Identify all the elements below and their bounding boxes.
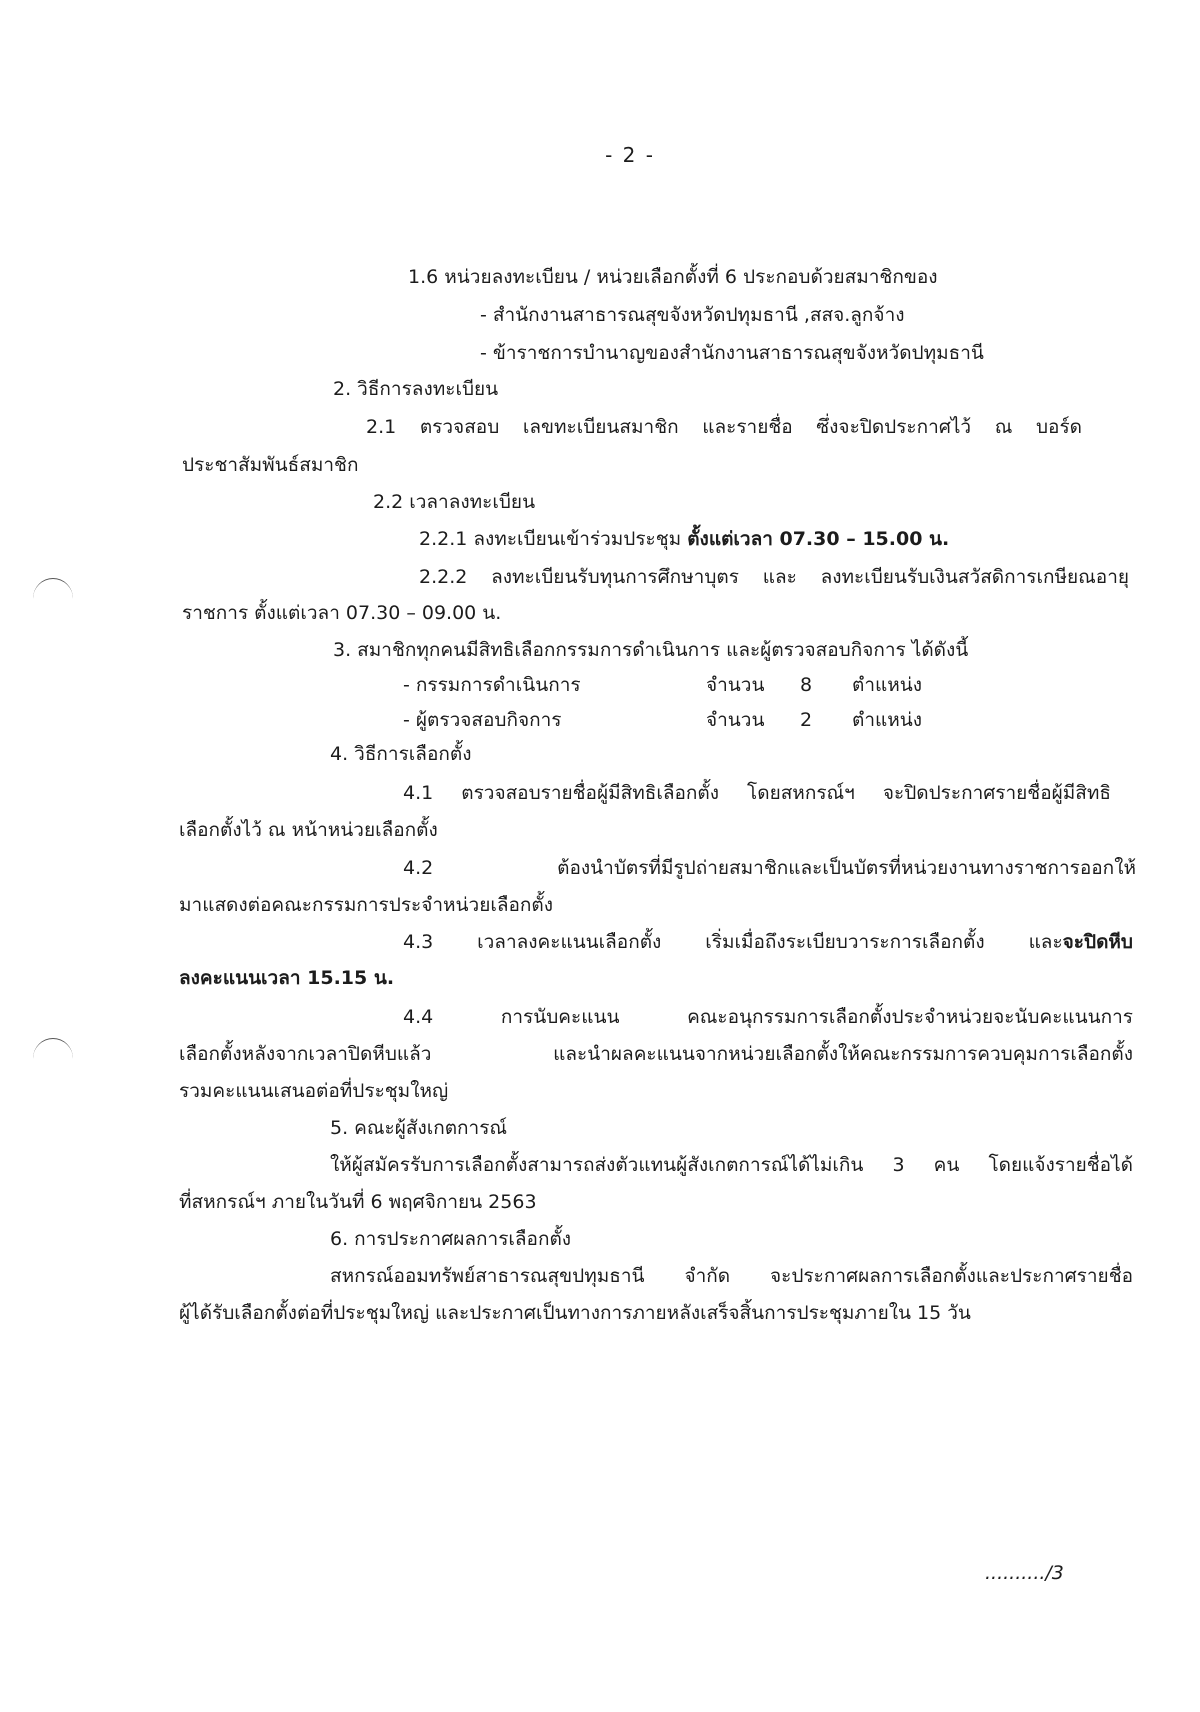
item-1-6-bullet-1: - สำนักงานสาธารณสุขจังหวัดปทุมธานี ,สสจ.ลูกจ้าง bbox=[480, 304, 905, 326]
section-6-body-line-2: ผู้ได้รับเลือกตั้งต่อที่ประชุมใหญ่ และประกาศเป็นทางการภายหลังเสร็จสิ้นการประชุมภายใน 15 วัน bbox=[179, 1302, 971, 1324]
item-2-2-1-text: 2.2.1 ลงทะเบียนเข้าร่วมประชุม bbox=[419, 528, 688, 550]
item-2-1-line-2: ประชาสัมพันธ์สมาชิก bbox=[182, 454, 359, 476]
section-3-row-unit: ตำแหน่ง bbox=[852, 709, 923, 731]
section-3-row-label: - กรรมการดำเนินการ bbox=[403, 674, 581, 696]
punch-hole-mark bbox=[33, 1038, 73, 1079]
section-3-row-count: 8 bbox=[800, 674, 813, 696]
item-4-4-line-3: รวมคะแนนเสนอต่อที่ประชุมใหญ่ bbox=[179, 1080, 449, 1102]
item-4-2-line-2: มาแสดงต่อคณะกรรมการประจำหน่วยเลือกตั้ง bbox=[179, 894, 554, 916]
item-4-3-bold: จะปิดหีบ bbox=[1062, 931, 1133, 953]
item-4-3-line-2: ลงคะแนนเวลา 15.15 น. bbox=[179, 967, 395, 989]
section-3-row-unit: ตำแหน่ง bbox=[852, 674, 923, 696]
page-number: - 2 - bbox=[605, 143, 655, 167]
section-3-row-label: - ผู้ตรวจสอบกิจการ bbox=[403, 709, 562, 731]
section-3-heading: 3. สมาชิกทุกคนมีสิทธิเลือกกรรมการดำเนินการ และผู้ตรวจสอบกิจการ ได้ดังนี้ bbox=[333, 639, 969, 661]
punch-hole-mark bbox=[33, 578, 73, 619]
item-4-4-line-1: 4.4 การนับคะแนน คณะอนุกรรมการเลือกตั้งประจำหน่วยจะนับคะแนนการ bbox=[403, 1006, 1133, 1028]
item-2-1-line-1: 2.1 ตรวจสอบ เลขทะเบียนสมาชิก และรายชื่อ ซึ่งจะปิดประกาศไว้ ณ บอร์ด bbox=[366, 416, 1082, 438]
item-2-2-heading: 2.2 เวลาลงทะเบียน bbox=[373, 491, 536, 513]
section-3-row-count-word: จำนวน bbox=[706, 709, 765, 731]
item-4-1-line-2: เลือกตั้งไว้ ณ หน้าหน่วยเลือกตั้ง bbox=[179, 819, 438, 841]
item-1-6-bullet-2: - ข้าราชการบำนาญของสำนักงานสาธารณสุขจังหวัดปทุมธานี bbox=[480, 342, 984, 364]
item-4-3-line-1 bbox=[403, 927, 1133, 957]
item-2-2-1-time: ตั้งแต่เวลา 07.30 – 15.00 น. bbox=[687, 528, 950, 550]
item-4-4-line-2: เลือกตั้งหลังจากเวลาปิดหีบแล้ว และนำผลคะแนนจากหน่วยเลือกตั้งให้คณะกรรมการควบคุมการเลือกตั้ง bbox=[179, 1043, 1133, 1065]
section-6-body-line-1: สหกรณ์ออมทรัพย์สาธารณสุขปทุมธานี จำกัด จะประกาศผลการเลือกตั้งและประกาศรายชื่อ bbox=[330, 1265, 1133, 1287]
section-3-row-count: 2 bbox=[800, 709, 813, 731]
section-6-heading: 6. การประกาศผลการเลือกตั้ง bbox=[330, 1228, 572, 1250]
section-2-heading: 2. วิธีการลงทะเบียน bbox=[333, 378, 499, 400]
item-4-3-text: 4.3 เวลาลงคะแนนเลือกตั้ง เริ่มเมื่อถึงระเบียบวาระการเลือกตั้ง และ bbox=[403, 931, 1063, 953]
item-4-2-line-1: 4.2 ต้องนำบัตรที่มีรูปถ่ายสมาชิกและเป็นบัตรที่หน่วยงานทางราชการออกให้ bbox=[403, 857, 1136, 879]
item-2-2-1 bbox=[419, 524, 949, 554]
item-2-2-2-line-1: 2.2.2 ลงทะเบียนรับทุนการศึกษาบุตร และ ลงทะเบียนรับเงินสวัสดิการเกษียณอายุ bbox=[419, 566, 1129, 588]
section-4-heading: 4. วิธีการเลือกตั้ง bbox=[330, 743, 472, 765]
item-4-1-line-1: 4.1 ตรวจสอบรายชื่อผู้มีสิทธิเลือกตั้ง โดยสหกรณ์ฯ จะปิดประกาศรายชื่อผู้มีสิทธิ bbox=[403, 782, 1111, 804]
section-5-body-line-1: ให้ผู้สมัครรับการเลือกตั้งสามารถส่งตัวแทนผู้สังเกตการณ์ได้ไม่เกิน 3 คน โดยแจ้งรายชื่อได้ bbox=[330, 1154, 1133, 1176]
section-3-row-count-word: จำนวน bbox=[706, 674, 765, 696]
section-5-body-line-2: ที่สหกรณ์ฯ ภายในวันที่ 6 พฤศจิกายน 2563 bbox=[179, 1191, 537, 1213]
item-2-2-2-line-2: ราชการ ตั้งแต่เวลา 07.30 – 09.00 น. bbox=[182, 602, 502, 624]
section-5-heading: 5. คณะผู้สังเกตการณ์ bbox=[330, 1117, 508, 1139]
item-1-6-heading: 1.6 หน่วยลงทะเบียน / หน่วยเลือกตั้งที่ 6 ประกอบด้วยสมาชิกของ bbox=[408, 266, 938, 288]
next-page-reference: ........../3 bbox=[985, 1562, 1064, 1584]
